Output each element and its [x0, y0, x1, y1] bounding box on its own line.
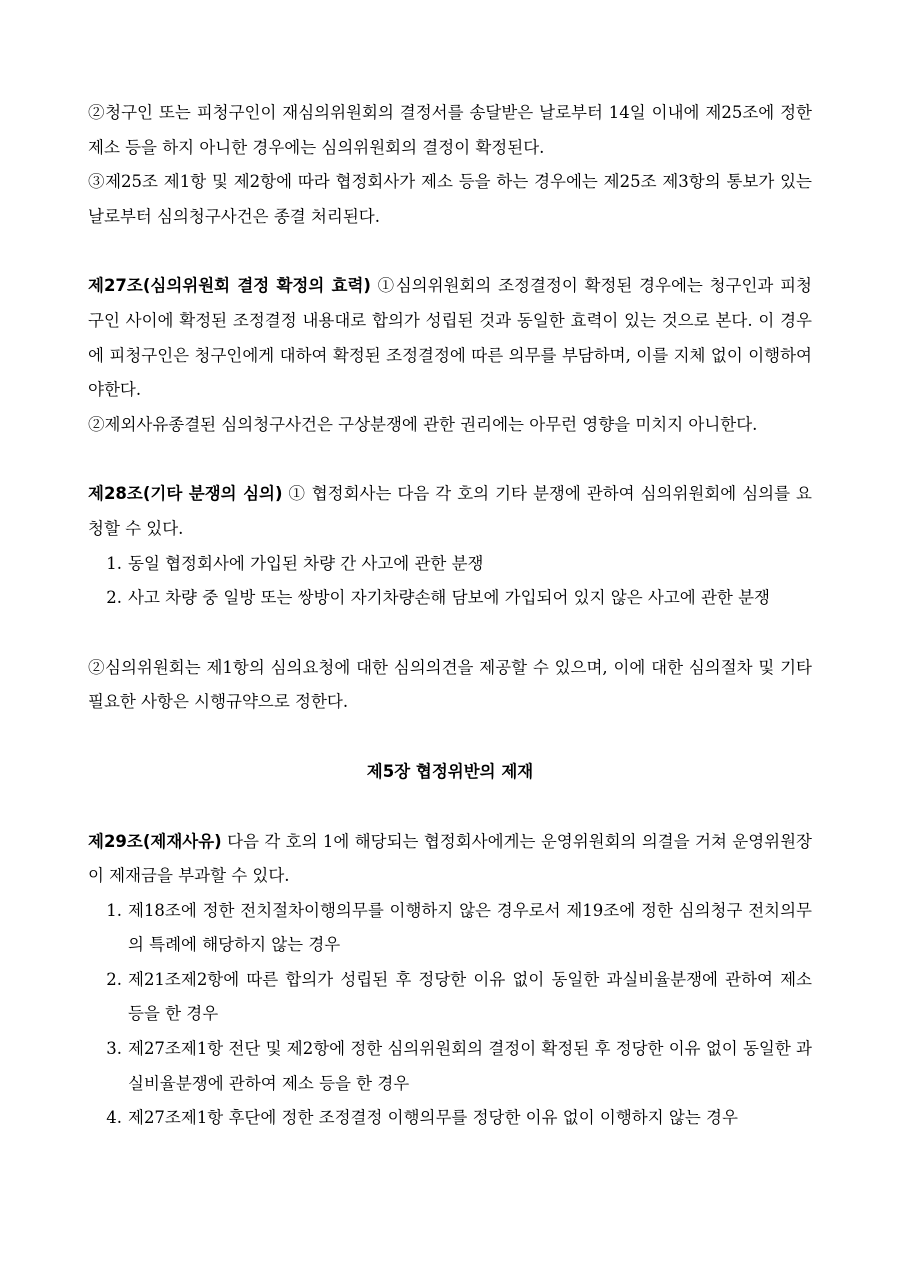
- item-text: 제27조제1항 전단 및 제2항에 정한 심의위원회의 결정이 확정된 후 정당한 이유 없이 동일한 과실비율분쟁에 관하여 제소 등을 한 경우: [128, 1039, 812, 1093]
- art26-paragraph-3: ③제25조 제1항 및 제2항에 따라 협정회사가 제소 등을 하는 경우에는 제25조 제3항의 통보가 있는 날로부터 심의청구사건은 종결 처리된다.: [88, 172, 812, 226]
- art28-item-1: [88, 547, 812, 582]
- art29-item-3: [88, 1032, 812, 1101]
- item-text: 사고 차량 중 일방 또는 쌍방이 자기차량손해 담보에 가입되어 있지 않은 사고에 관한 분쟁: [128, 588, 770, 608]
- item-number: 3.: [106, 1039, 122, 1059]
- spacer: [88, 720, 812, 755]
- spacer: [88, 442, 812, 477]
- item-number: 1.: [106, 900, 122, 920]
- art29-text-1: 다음 각 호의 1에 해당되는 협정회사에게는 운영위원회의 의결을 거쳐 운영위원장이 제재금을 부과할 수 있다.: [88, 831, 812, 886]
- art29-item-2: [88, 963, 812, 1032]
- item-text: 제18조에 정한 전치절차이행의무를 이행하지 않은 경우로서 제19조에 정한 심의청구 전치의무의 특례에 해당하지 않는 경우: [128, 900, 812, 955]
- art27-paragraph-1: [88, 269, 812, 407]
- item-number: 4.: [106, 1108, 122, 1128]
- art29-title: 제29조(제재사유): [88, 831, 222, 851]
- art29-item-4: [88, 1101, 812, 1136]
- item-number: 2.: [106, 969, 122, 989]
- item-text: 동일 협정회사에 가입된 차량 간 사고에 관한 분쟁: [128, 553, 484, 573]
- art26-paragraph-2: ②청구인 또는 피청구인이 재심의위원회의 결정서를 송달받은 날로부터 14일 이내에 제25조에 정한 제소 등을 하지 아니한 경우에는 심의위원회의 결정이 확정된다.: [88, 103, 812, 157]
- spacer: [88, 616, 812, 651]
- art27-title: 제27조(심의위원회 결정 확정의 효력): [88, 276, 371, 296]
- spacer: [88, 234, 812, 269]
- item-number: 1.: [106, 553, 122, 573]
- art29-item-1: [88, 894, 812, 963]
- art28-paragraph-1: [88, 477, 812, 546]
- art27-text-1: ①심의위원회의 조정결정이 확정된 경우에는 청구인과 피청구인 사이에 확정된 조정결정 내용대로 합의가 성립된 것과 동일한 효력이 있는 것으로 본다. 이 경우에 피청구인은 청구인에게 대하여 확정된 조정결정에 따른 의무를 부담하며, 이를 지체 없이 이행하여야한다.: [88, 276, 812, 400]
- chapter-heading: 제5장 협정위반의 제재: [366, 761, 534, 781]
- document-page: [88, 96, 812, 1136]
- art27-paragraph-2: ②제외사유종결된 심의청구사건은 구상분쟁에 관한 권리에는 아무런 영향을 미치지 아니한다.: [88, 414, 758, 434]
- item-number: 2.: [106, 588, 122, 608]
- item-text: 제21조제2항에 따른 합의가 성립된 후 정당한 이유 없이 동일한 과실비율분쟁에 관하여 제소 등을 한 경우: [128, 969, 812, 1024]
- spacer: [88, 790, 812, 825]
- item-text: 제27조제1항 후단에 정한 조정결정 이행의무를 정당한 이유 없이 이행하지 않는 경우: [128, 1108, 738, 1128]
- art28-title: 제28조(기타 분쟁의 심의): [88, 484, 283, 504]
- art28-item-2: [88, 581, 812, 616]
- art28-paragraph-2: ②심의위원회는 제1항의 심의요청에 대한 심의의견을 제공할 수 있으며, 이에 대한 심의절차 및 기타 필요한 사항은 시행규약으로 정한다.: [88, 657, 812, 712]
- art28-text-1: ① 협정회사는 다음 각 호의 기타 분쟁에 관하여 심의위원회에 심의를 요청할 수 있다.: [88, 484, 812, 538]
- art29-paragraph-1: [88, 825, 812, 894]
